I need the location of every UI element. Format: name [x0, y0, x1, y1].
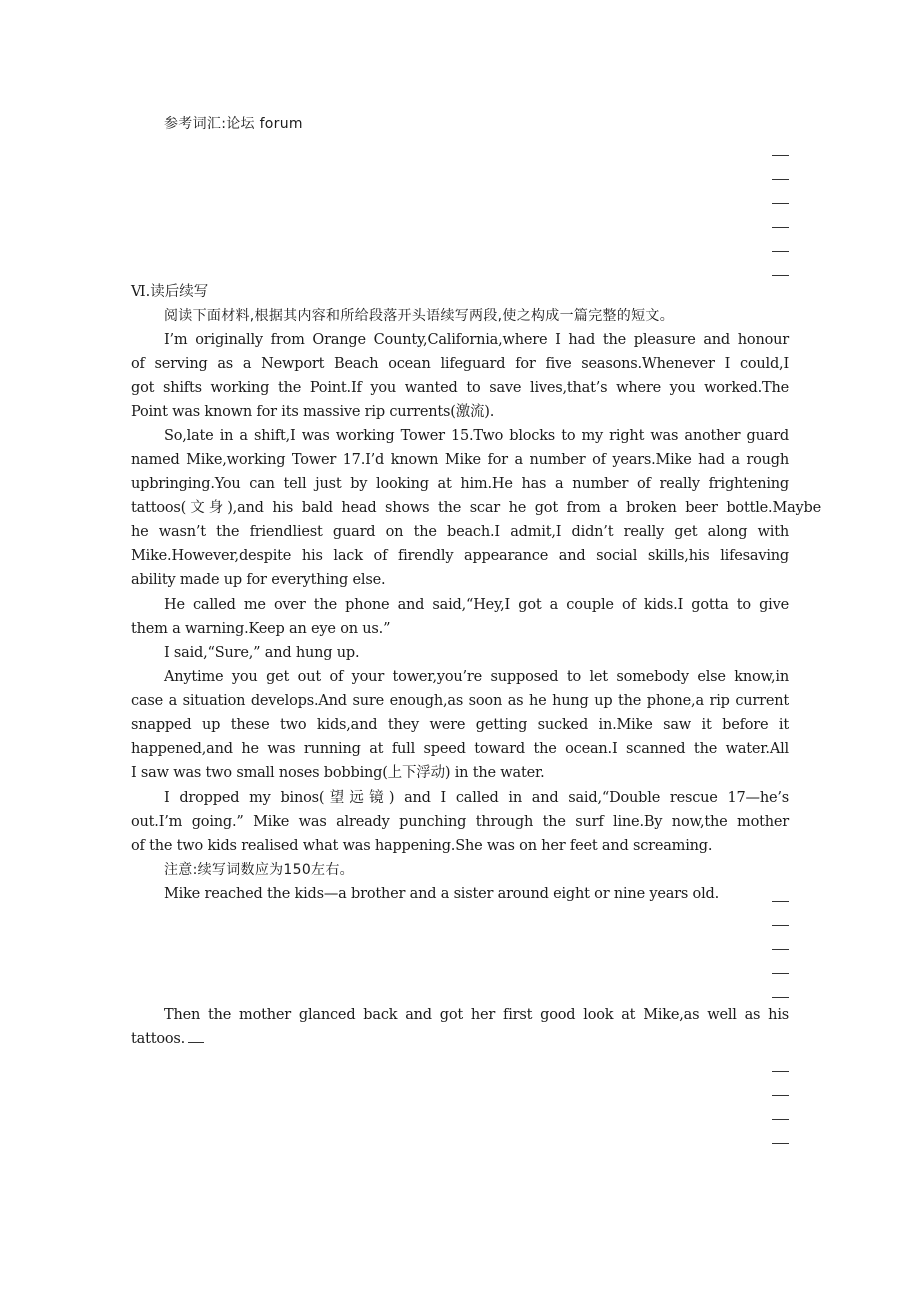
answer-blank-line[interactable] [772, 925, 789, 926]
answer-blank-line[interactable] [772, 973, 789, 974]
passage-line: Point was known for its massive rip currents(激流). [131, 404, 495, 420]
passage-line: I saw was two small noses bobbing(上下浮动) in the water. [131, 765, 545, 781]
passage-line: out.I’m going.” Mike was already punching through the surf line.By now,the mother [131, 814, 789, 830]
answer-blank-line[interactable] [772, 1071, 789, 1072]
passage-line: Mike.However,despite his lack of firendly appearance and social skills,his lifesaving [131, 548, 789, 564]
passage-line: snapped up these two kids,and they were getting sucked in.Mike saw it before it [131, 717, 789, 733]
answer-blank-line[interactable] [772, 203, 789, 204]
passage-line: I dropped my binos(望远镜) and I called in and said,“Double rescue 17—he’s [164, 790, 789, 806]
continuation-opening-1: Mike reached the kids—a brother and a sister around eight or nine years old. [164, 886, 720, 902]
passage-line: named Mike,working Tower 17.I’d known Mike for a number of years.Mike had a rough [131, 452, 789, 468]
passage-line: case a situation develops.And sure enough,as soon as he hung up the phone,a rip current [131, 693, 789, 709]
passage-line: of the two kids realised what was happening.She was on her feet and screaming. [131, 838, 713, 854]
answer-blank-line[interactable] [772, 155, 789, 156]
passage-line: them a warning.Keep an eye on us.” [131, 621, 391, 637]
passage-line: happened,and he was running at full speed toward the ocean.I scanned the water.All [131, 741, 789, 757]
answer-blank-line[interactable] [772, 1143, 789, 1144]
answer-blank-line[interactable] [772, 179, 789, 180]
passage-line: upbringing.You can tell just by looking at him.He has a number of really frightening [131, 476, 789, 492]
passage-line: So,late in a shift,I was working Tower 15.Two blocks to my right was another guard [164, 428, 789, 444]
passage-line: I’m originally from Orange County,California,where I had the pleasure and honour [164, 332, 789, 348]
passage-line: He called me over the phone and said,“Hey,I got a couple of kids.I gotta to give [164, 597, 789, 613]
answer-blank-line[interactable] [188, 1028, 204, 1043]
answer-blank-line[interactable] [772, 1119, 789, 1120]
answer-blank-line[interactable] [772, 275, 789, 276]
section-instruction: 阅读下面材料,根据其内容和所给段落开头语续写两段,使之构成一篇完整的短文。 [164, 308, 674, 324]
continuation-opening-2-cont [131, 1027, 204, 1051]
passage-line: tattoos(文身),and his bald head shows the scar he got from a broken beer bottle.Maybe [131, 500, 821, 516]
passage-line: ability made up for everything else. [131, 572, 386, 588]
passage-line: got shifts working the Point.If you wanted to save lives,that’s where you worked.The [131, 380, 789, 396]
passage-line: I said,“Sure,” and hung up. [164, 645, 360, 661]
section-title: Ⅵ.读后续写 [131, 284, 209, 300]
word-count-note: 注意:续写词数应为150左右。 [164, 862, 354, 878]
answer-blank-line[interactable] [772, 227, 789, 228]
passage-line: Anytime you get out of your tower,you’re supposed to let somebody else know,in [164, 669, 789, 685]
answer-blank-line[interactable] [772, 251, 789, 252]
vocab-note: 参考词汇:论坛 forum [164, 116, 303, 132]
answer-blank-line[interactable] [772, 949, 789, 950]
continuation-opening-2: Then the mother glanced back and got her first good look at Mike,as well as his [164, 1007, 789, 1023]
answer-blank-line[interactable] [772, 1095, 789, 1096]
answer-blank-line[interactable] [772, 997, 789, 998]
answer-blank-line[interactable] [772, 901, 789, 902]
passage-line: of serving as a Newport Beach ocean lifeguard for five seasons.Whenever I could,I [131, 356, 789, 372]
continuation-text: tattoos. [131, 1031, 186, 1047]
passage-line: he wasn’t the friendliest guard on the beach.I admit,I didn’t really get along with [131, 524, 789, 540]
